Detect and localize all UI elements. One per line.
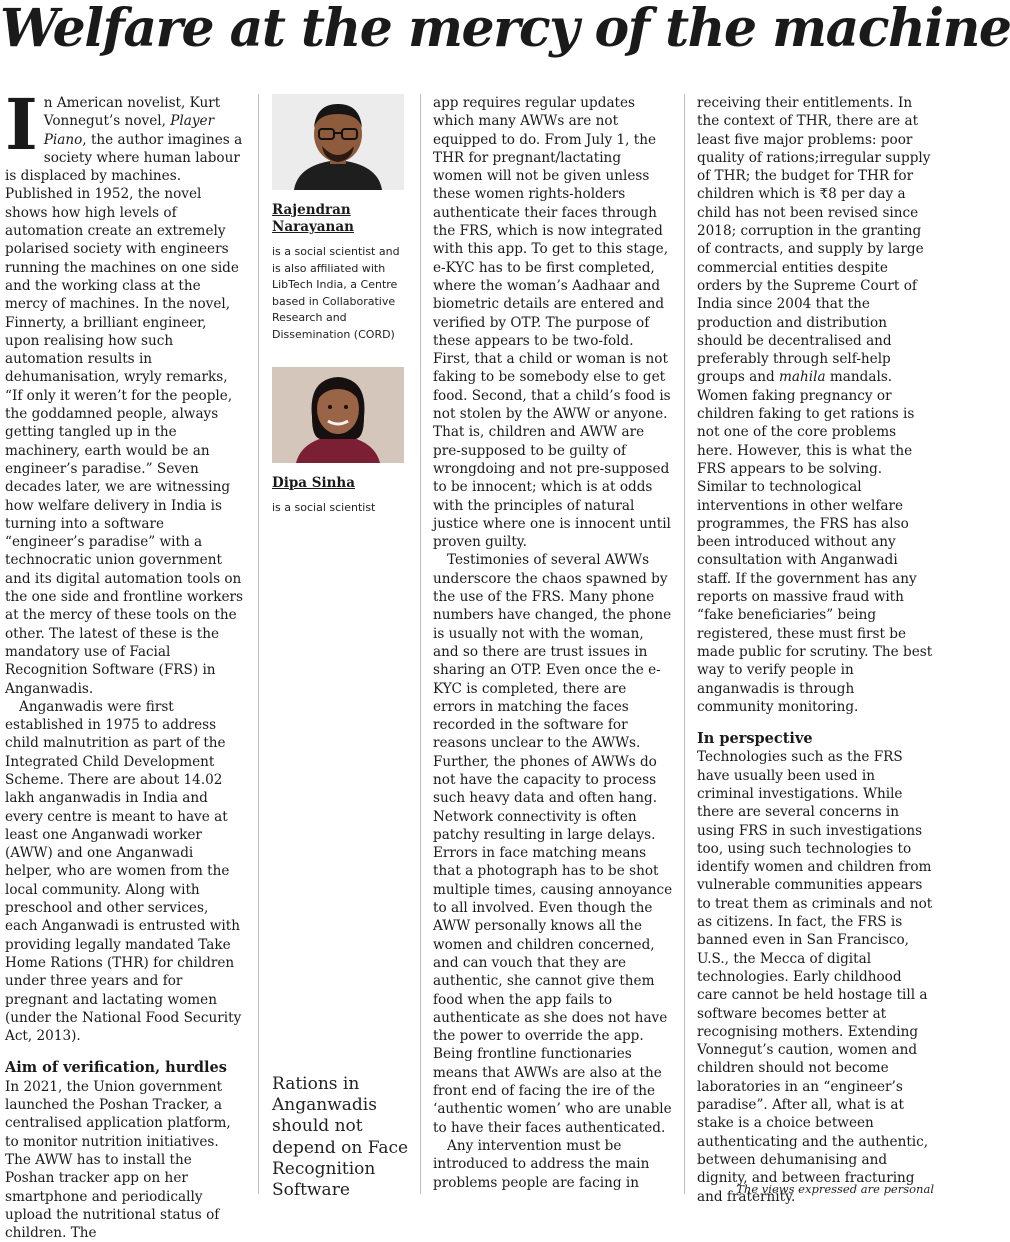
paragraph: receiving their entitlements. In the context of THR, there are at least five major problems: poor quality of rations;irregular supply of THR; the budget for THR for children which is ₹8 per day a child has not been revised since 2018; corruption in the granting of contracts, and supply by large commercial entities despite orders by the Supreme Court of India since 2004 that the production and distribution should be decentralised and preferably through self-help groups and mahila mandals. Women faking pregnancy or children faking to get rations is not one of the core problems here. However, this is what the FRS appears to be solving. Similar to technological interventions in other welfare programmes, the FRS has also been introduced without any consultation with Anganwadi staff. If the government has any reports on massive fraud with “fake beneficiaries” being registered, these must first be made public for scrutiny. The best way to verify people in anganwadis is through community monitoring. — [697, 95, 933, 715]
column-divider — [684, 94, 685, 1194]
headline: Welfare at the mercy of the machine — [0, 0, 1010, 59]
author-name: Rajendran Narayanan — [272, 202, 354, 235]
article-column-1 — [5, 83, 243, 1242]
section-heading: Aim of verification, hurdles — [5, 1059, 227, 1077]
author-sidebar — [272, 94, 406, 517]
article-column-3 — [433, 94, 673, 1200]
drop-cap: I — [5, 83, 38, 166]
author-photo — [272, 94, 404, 190]
paragraph: Testimonies of several AWWs underscore the chaos spawned by the use of the FRS. Many phone numbers have changed, the phone is usually not with the woman, and so there are trust issues in sharing an OTP. Even once the e-KYC is completed, there are errors in matching the faces recorded in the software for reasons unclear to the AWWs. Further, the phones of AWWs do not have the capacity to process such heavy data and often hang. Network connectivity is often patchy resulting in large delays. Errors in face matching means that a photograph has to be shot multiple times, causing annoyance to all involved. Even though the AWW personally knows all the women and children concerned, and can vouch that they are authentic, she cannot give them food when the app fails to authenticate as she does not have the power to override the app. Being frontline functionaries means that AWWs are also at the front end of facing the ire of the ‘authentic women’ who are unable to have their faces authenticated. — [433, 552, 673, 1136]
paragraph: Technologies such as the FRS have usually been used in criminal investigations. While there are several concerns in using FRS in such investigations too, using such technologies to identify women and children from vulnerable communities appears to treat them as criminals and not as citizens. In fact, the FRS is banned even in San Francisco, U.S., the Mecca of digital technologies. Early childhood care cannot be held hostage till a software becomes better at recognising mothers. Extending Vonnegut’s caution, women and children should not become laboratories in an “engineer’s paradise”. After all, what is at stake is a choice between authenticating and the authentic, between dehumanising and dignity, and between fracturing and fraternity. — [697, 749, 933, 1205]
column-divider — [420, 94, 421, 1194]
paragraph: Anganwadis were first established in 1975 to address child malnutrition as part of the Integrated Child Development Scheme. There are about 14.02 lakh anganwadis in India and every centre is meant to have at least one Anganwadi worker (AWW) and one Anganwadi helper, who are women from the local community. Along with preschool and other services, each Anganwadi is entrusted with providing legally mandated Take Home Rations (THR) for children under three years and for pregnant and lactating women (under the National Food Security Act, 2013). — [5, 698, 242, 1045]
paragraph: app requires regular updates which many AWWs are not equipped to do. From July 1, the THR for pregnant/lactating women will not be given unless these women rights-holders authenticate their faces through the FRS, which is now integrated with this app. To get to this stage, e-KYC has to be first completed, where the woman’s Aadhaar and biometric details are entered and verified by OTP. The purpose of these appears to be two-fold. First, that a child or woman is not faking to be somebody else to get food. Second, that a child’s food is not stolen by the AWW or anyone. That is, children and AWW are pre-supposed to be guilty of wrongdoing and not pre-supposed to be innocent; which is at odds with the principles of natural justice where one is innocent until proven guilty. — [433, 95, 671, 551]
section-heading: In perspective — [697, 730, 813, 748]
author-bio: is a social scientist and is also affiliated with LibTech India, a Centre based in Collaborative Research and Dissemination (CORD) — [272, 245, 400, 341]
author-photo — [272, 367, 404, 463]
footer-note: The views expressed are personal — [736, 1182, 934, 1196]
author-name: Dipa Sinha — [272, 475, 355, 491]
paragraph: Any intervention must be introduced to address the main problems people are facing in — [433, 1137, 650, 1191]
paragraph: In American novelist, Kurt Vonnegut’s novel, Player Piano, the author imagines a society where human labour is displaced by machines. Published in 1952, the novel shows how high levels of automation create an extremely polarised society with engineers running the machines on one side and the working class at the mercy of machines. In the novel, Finnerty, a brilliant engineer, upon realising how such automation results in dehumanisation, wryly remarks, “If only it weren’t for the people, the goddamned people, always getting tangled up in the machinery, earth would be an engineer’s paradise.” Seven decades later, we are witnessing how welfare delivery in India is turning into a software “engineer’s paradise” with a technocratic union government and its digital automation tools on the one side and frontline workers at the mercy of these tools on the other. The latest of these is the mandatory use of Facial Recognition Software (FRS) in Anganwadis. — [5, 83, 243, 697]
pull-quote: Rations in Anganwadis should not depend on Face Recognition Software — [272, 1074, 409, 1201]
paragraph: In 2021, the Union government launched the Poshan Tracker, a centralised application platform, to monitor nutrition initiatives. The AWW has to install the Poshan tracker app on her smartphone and periodically upload the nutritional status of children. The — [5, 1078, 231, 1242]
column-divider — [258, 94, 259, 1194]
author-bio: is a social scientist — [272, 501, 376, 514]
